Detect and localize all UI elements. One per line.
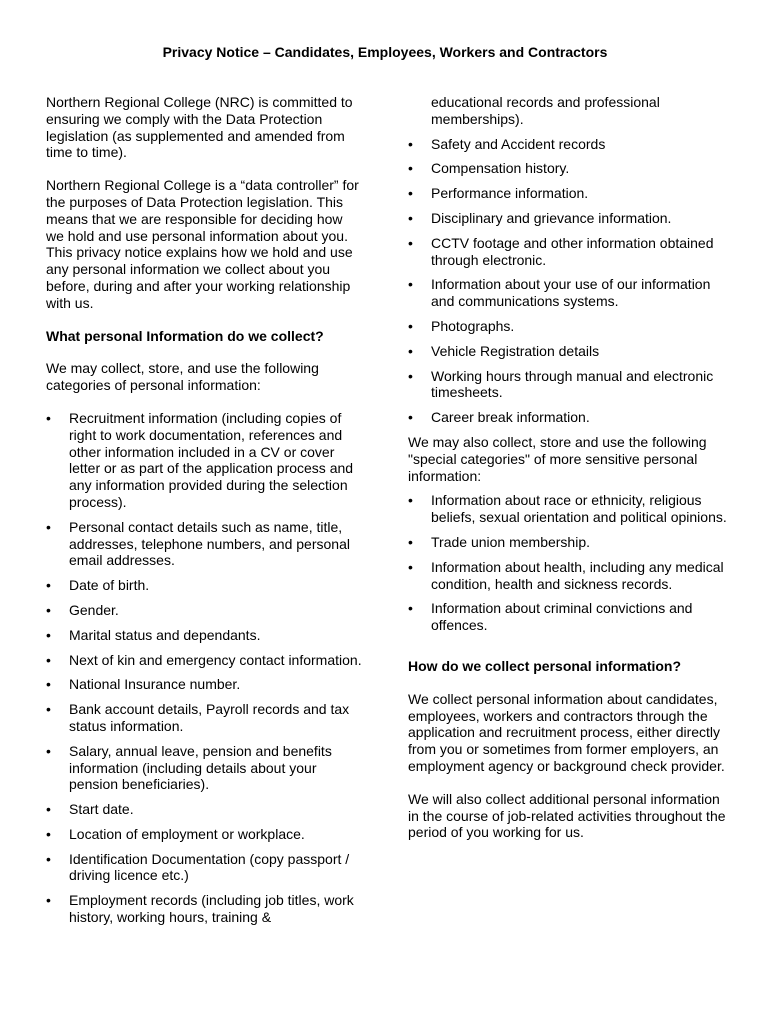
intro-paragraph-1: Northern Regional College (NRC) is committed to ensuring we comply with the Data Protection legislation (as supplemented and amended from time to time). <box>46 94 353 161</box>
list-item: • Trade union membership. <box>408 534 728 551</box>
list-item: • Disciplinary and grievance information. <box>408 210 728 227</box>
list-item: • Information about criminal convictions and offences. <box>408 600 728 634</box>
list-item: • Working hours through manual and electronic timesheets. <box>408 368 728 402</box>
list-item: • Start date. <box>46 801 364 818</box>
section-heading-collect: What personal Information do we collect? <box>46 327 324 344</box>
list-item: • Recruitment information (including copies of right to work documentation, references and other information included in a CV or cover letter or as part of the application process and any information provided during the selection process). <box>46 410 364 511</box>
list-item: • Information about your use of our information and communications systems. <box>408 276 728 310</box>
how-paragraph-2: We will also collect additional personal information in the course of job-related activities throughout the period of you working for us. <box>408 790 726 841</box>
list-item: • Performance information. <box>408 185 728 202</box>
list-item: • CCTV footage and other information obtained through electronic. <box>408 235 728 269</box>
collect-intro: We may collect, store, and use the following categories of personal information: <box>46 360 319 394</box>
left-column <box>46 94 364 934</box>
list-item: • Employment records (including job titles, work history, working hours, training & <box>46 892 364 926</box>
list-item: • Marital status and dependants. <box>46 627 364 644</box>
special-categories-list <box>408 492 728 634</box>
list-item: • Compensation history. <box>408 160 728 177</box>
intro-paragraph-2: Northern Regional College is a “data controller” for the purposes of Data Protection legislation. This means that we are responsible for deciding how we hold and use personal information about you. This privacy notice explains how we hold and use any personal information we collect about you before, during and after your working relationship with us. <box>46 177 359 311</box>
right-column <box>408 94 728 857</box>
list-item: • Gender. <box>46 602 364 619</box>
list-item: • Information about race or ethnicity, religious beliefs, sexual orientation and political opinions. <box>408 492 728 526</box>
collect-list <box>46 410 364 926</box>
list-item: • Location of employment or workplace. <box>46 826 364 843</box>
collect-list-continued <box>408 136 728 426</box>
how-paragraph-1: We collect personal information about candidates, employees, workers and contractors through the application and recruitment process, either directly from you or sometimes from former employers, an employment agency or background check provider. <box>408 690 725 774</box>
document-title: Privacy Notice – Candidates, Employees, Workers and Contractors <box>162 44 608 60</box>
list-item: • Personal contact details such as name, title, addresses, telephone numbers, and personal email addresses. <box>46 519 364 569</box>
list-item: • Bank account details, Payroll records and tax status information. <box>46 701 364 735</box>
section-heading-how: How do we collect personal information? <box>408 657 682 674</box>
list-item: • Next of kin and emergency contact information. <box>46 652 364 669</box>
list-item-continuation: educational records and professional memberships). <box>431 94 660 127</box>
list-item: • Salary, annual leave, pension and benefits information (including details about your pension beneficiaries). <box>46 743 364 793</box>
list-item: • Photographs. <box>408 318 728 335</box>
list-item: • Career break information. <box>408 409 728 426</box>
list-item: • National Insurance number. <box>46 676 364 693</box>
list-item: • Date of birth. <box>46 577 364 594</box>
special-categories-intro: We may also collect, store and use the following "special categories" of more sensitive personal information: <box>408 433 707 484</box>
list-item: • Identification Documentation (copy passport / driving licence etc.) <box>46 851 364 885</box>
list-item: • Information about health, including any medical condition, health and sickness records. <box>408 559 728 593</box>
list-item: • Safety and Accident records <box>408 136 728 153</box>
list-item: • Vehicle Registration details <box>408 343 728 360</box>
